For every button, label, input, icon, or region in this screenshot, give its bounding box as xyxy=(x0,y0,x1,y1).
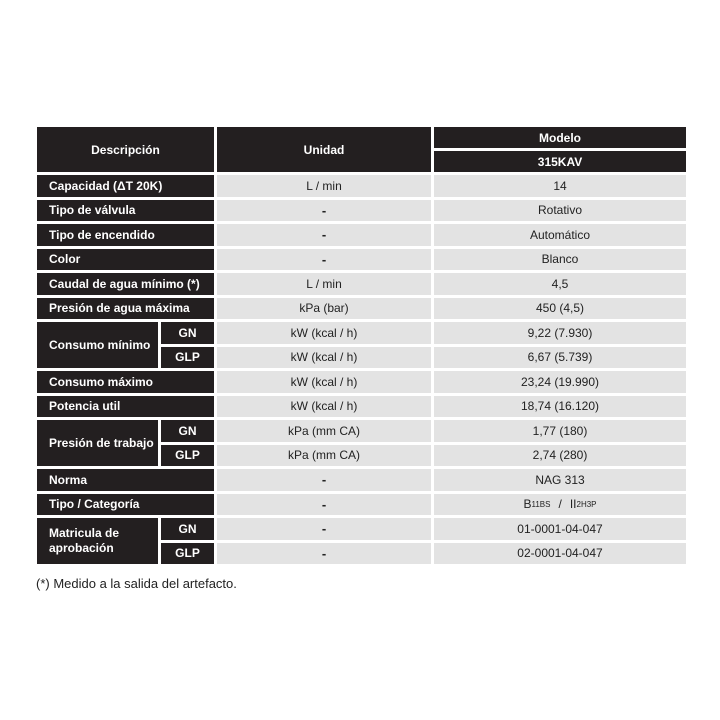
row-label-tipo-encendido: Tipo de encendido xyxy=(37,224,214,246)
row-sub-matricula-gn: GN xyxy=(161,518,214,540)
row-value-consumo-min-gn: 9,22 (7.930) xyxy=(434,322,686,344)
row-sub-matricula-glp: GLP xyxy=(161,543,214,565)
category-ii-sub: 2H3P xyxy=(576,499,597,509)
row-unit-consumo-min-gn: kW (kcal / h) xyxy=(217,322,431,344)
row-value-color: Blanco xyxy=(434,249,686,271)
row-unit-consumo-max: kW (kcal / h) xyxy=(217,371,431,393)
spec-table xyxy=(37,127,683,638)
row-unit-norma: - xyxy=(217,469,431,491)
row-unit-presion-trabajo-gn: kPa (mm CA) xyxy=(217,420,431,442)
row-label-consumo-min: Consumo mínimo xyxy=(37,322,158,368)
category-separator: / xyxy=(558,497,562,512)
row-value-matricula-glp: 02-0001-04-047 xyxy=(434,543,686,565)
row-value-consumo-min-glp: 6,67 (5.739) xyxy=(434,347,686,369)
header-modelo-name: 315KAV xyxy=(434,151,686,172)
row-unit-presion-max: kPa (bar) xyxy=(217,298,431,320)
row-unit-matricula-glp: - xyxy=(217,543,431,565)
row-value-tipo-encendido: Automático xyxy=(434,224,686,246)
row-label-color: Color xyxy=(37,249,214,271)
row-unit-presion-trabajo-glp: kPa (mm CA) xyxy=(217,445,431,467)
row-sub-presion-trabajo-gn: GN xyxy=(161,420,214,442)
category-b-sub: 11BS xyxy=(531,499,551,509)
row-label-norma: Norma xyxy=(37,469,214,491)
row-value-matricula-gn: 01-0001-04-047 xyxy=(434,518,686,540)
footnote: (*) Medido a la salida del artefacto. xyxy=(36,576,237,591)
header-descripcion: Descripción xyxy=(37,127,214,172)
row-value-caudal: 4,5 xyxy=(434,273,686,295)
row-unit-caudal: L / min xyxy=(217,273,431,295)
row-label-presion-max: Presión de agua máxima xyxy=(37,298,214,320)
row-label-matricula: Matricula de aprobación xyxy=(37,518,158,564)
row-sub-consumo-min-glp: GLP xyxy=(161,347,214,369)
row-value-presion-max: 450 (4,5) xyxy=(434,298,686,320)
row-label-potencia: Potencia util xyxy=(37,396,214,418)
row-unit-tipo-encendido: - xyxy=(217,224,431,246)
row-label-capacidad: Capacidad (ΔT 20K) xyxy=(37,175,214,197)
row-value-tipo-categoria xyxy=(434,494,686,516)
header-unidad: Unidad xyxy=(217,127,431,172)
row-value-presion-trabajo-glp: 2,74 (280) xyxy=(434,445,686,467)
row-value-potencia: 18,74 (16.120) xyxy=(434,396,686,418)
row-unit-tipo-categoria: - xyxy=(217,494,431,516)
row-unit-capacidad: L / min xyxy=(217,175,431,197)
header-modelo: Modelo xyxy=(434,127,686,148)
row-sub-consumo-min-gn: GN xyxy=(161,322,214,344)
row-label-consumo-max: Consumo máximo xyxy=(37,371,214,393)
row-value-consumo-max: 23,24 (19.990) xyxy=(434,371,686,393)
row-value-capacidad: 14 xyxy=(434,175,686,197)
row-unit-tipo-valvula: - xyxy=(217,200,431,222)
row-label-tipo-categoria: Tipo / Categoría xyxy=(37,494,214,516)
row-label-presion-trabajo: Presión de trabajo xyxy=(37,420,158,466)
row-label-caudal: Caudal de agua mínimo (*) xyxy=(37,273,214,295)
row-value-norma: NAG 313 xyxy=(434,469,686,491)
row-value-presion-trabajo-gn: 1,77 (180) xyxy=(434,420,686,442)
row-unit-potencia: kW (kcal / h) xyxy=(217,396,431,418)
row-value-tipo-valvula: Rotativo xyxy=(434,200,686,222)
row-unit-matricula-gn: - xyxy=(217,518,431,540)
row-label-tipo-valvula: Tipo de válvula xyxy=(37,200,214,222)
row-sub-presion-trabajo-glp: GLP xyxy=(161,445,214,467)
category-b: B xyxy=(523,497,532,512)
row-unit-consumo-min-glp: kW (kcal / h) xyxy=(217,347,431,369)
category-ii: II xyxy=(569,497,577,512)
row-unit-color: - xyxy=(217,249,431,271)
